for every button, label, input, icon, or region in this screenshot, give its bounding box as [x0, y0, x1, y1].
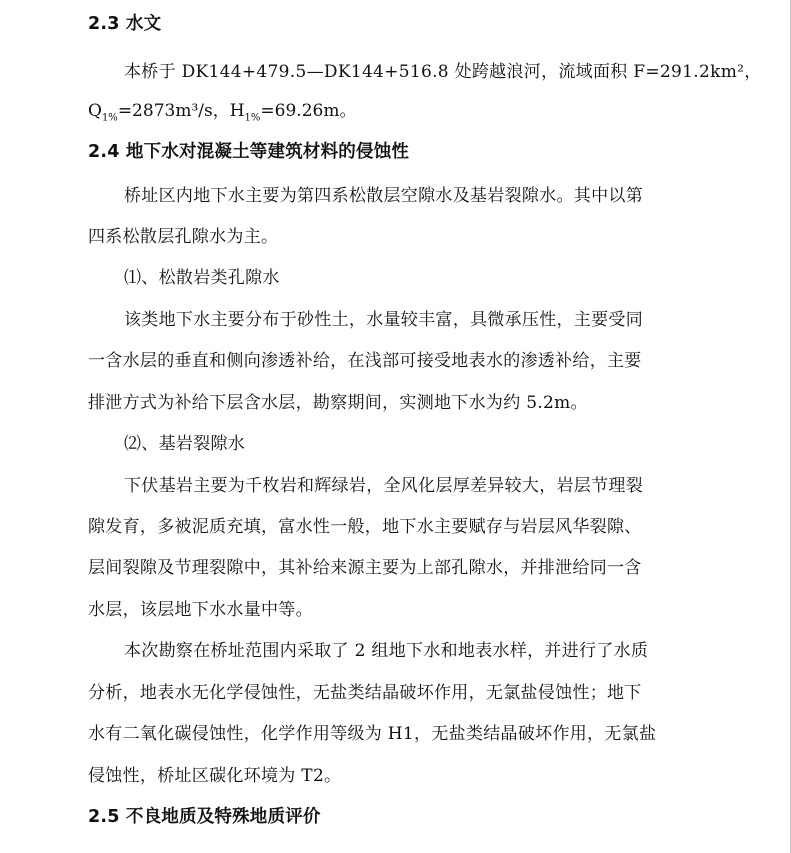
hydrology-line-1: 本桥于 DK144+479.5—DK144+516.8 处跨越浪河，流域面积 F=291.2km²，	[124, 62, 762, 82]
paragraph-3-line-1: 下伏基岩主要为千枚岩和辉绿岩，全风化层厚差异较大，岩层节理裂	[124, 476, 643, 496]
paragraph-4-line-1: 本次勘察在桥址范围内采取了 2 组地下水和地表水样，并进行了水质	[124, 641, 649, 661]
section-2-5-title: 2.5 不良地质及特殊地质评价	[88, 807, 321, 827]
q-subscript: 1%	[101, 112, 118, 124]
paragraph-4-line-3: 水有二氧化碳侵蚀性，化学作用等级为 H1，无盐类结晶破坏作用，无氯盐	[88, 724, 657, 744]
q-value: =2873m³/s，H	[117, 101, 245, 121]
h-subscript: 1%	[244, 112, 261, 124]
section-2-3-title: 2.3 水文	[88, 14, 162, 34]
h-value: =69.26m。	[260, 101, 357, 121]
item-2-title: ⑵、基岩裂隙水	[124, 434, 246, 454]
paragraph-1-line-2: 四系松散层孔隙水为主。	[88, 227, 279, 247]
paragraph-1-line-1: 桥址区内地下水主要为第四系松散层空隙水及基岩裂隙水。其中以第	[124, 186, 643, 206]
paragraph-2-line-3: 排泄方式为补给下层含水层，勘察期间，实测地下水为约 5.2m。	[88, 393, 588, 413]
paragraph-3-line-4: 水层，该层地下水水量中等。	[88, 600, 313, 620]
q-label: Q	[88, 101, 102, 121]
paragraph-2-line-2: 一含水层的垂直和侧向渗透补给，在浅部可接受地表水的渗透补给，主要	[88, 351, 642, 371]
item-1-title: ⑴、松散岩类孔隙水	[124, 268, 280, 288]
paragraph-4-line-2: 分析，地表水无化学侵蚀性，无盐类结晶破坏作用，无氯盐侵蚀性；地下	[88, 683, 642, 703]
paragraph-4-line-4: 侵蚀性，桥址区碳化环境为 T2。	[88, 766, 342, 786]
paragraph-3-line-3: 层间裂隙及节理裂隙中，其补给来源主要为上部孔隙水，并排泄给同一含	[88, 558, 642, 578]
hydrology-line-2	[88, 96, 357, 124]
section-2-4-title: 2.4 地下水对混凝土等建筑材料的侵蚀性	[88, 142, 410, 162]
paragraph-2-line-1: 该类地下水主要分布于砂性土，水量较丰富，具微承压性，主要受同	[124, 310, 643, 330]
paragraph-3-line-2: 隙发育，多被泥质充填，富水性一般，地下水主要赋存与岩层风华裂隙、	[88, 517, 642, 537]
